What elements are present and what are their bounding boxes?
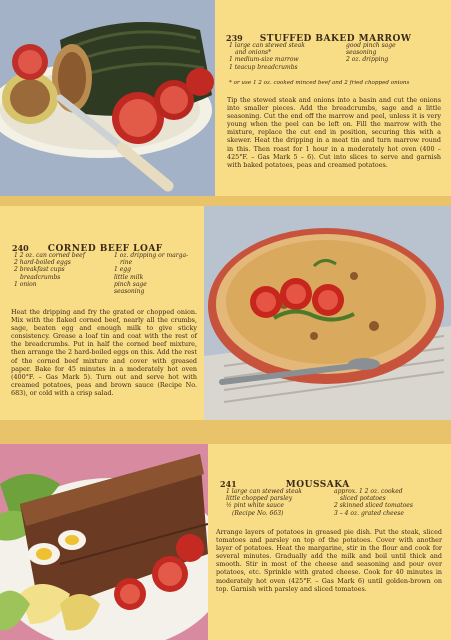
recipe-method: Arrange layers of potatoes in greased pie dish. Put the steak, sliced tomatoes and parsley on top of the potatoes. Cover with another layer of potatoes. Heat the margarine, stir in the flour and cook for several minutes. Gradually add the milk and boil until thick and smooth. Stir in most of the cheese and seasoning and pour over potatoes, etc. Sprinkle with grated cheese. Cook for 40 minutes in moderately hot oven (425°F. – Gas Mark 6) until golden-brown on top. Garnish with parsley and sliced tomatoes. — [216, 528, 442, 593]
recipe-240-panel — [0, 206, 204, 420]
moussaka-photo — [0, 444, 208, 640]
ingredient: good pinch sage — [346, 42, 396, 49]
ingredient: breadcrumbs — [20, 273, 61, 281]
ingredient: little chopped parsley — [226, 495, 293, 503]
ingredient: seasoning — [114, 288, 145, 296]
baked-dish-illustration — [204, 206, 451, 420]
divider — [0, 420, 451, 444]
ingredient: 1 medium-size marrow — [229, 56, 299, 64]
ingredient: rine — [120, 259, 133, 267]
ingredients-left — [226, 488, 330, 517]
recipe-number: 239 — [226, 33, 243, 43]
ingredients-left — [14, 252, 110, 288]
recipe-method: Heat the dripping and fry the grated or chopped onion. Mix with the flaked corned beef, nearly all the crumbs, sage, beaten egg and enough milk to give sticky consistency. Grease a loaf tin and coat with the rest of the breadcrumbs. Put in half the corned beef mixture, then arrange the 2 hard-boiled eggs on this. Add the rest of the corned beef mixture and cover with greased paper. Bake for 45 minutes in a moderately hot oven (400°F. – Gas Mark 5). Turn out and serve hot with creamed potatoes, peas and brown sauce (Recipe No. 683), or cold with a crisp salad. — [11, 308, 197, 397]
ingredient: 1 large can stewed steak — [229, 42, 305, 49]
ingredient: and onions* — [235, 49, 272, 57]
stuffed-marrow-photo — [0, 0, 215, 196]
ingredient: sliced potatoes — [340, 495, 386, 503]
ingredient: 1 oz. dripping or marga- — [114, 252, 189, 259]
ingredient: 2 breakfast cups — [14, 266, 65, 274]
ingredient: 1 large can stewed steak — [226, 488, 302, 495]
ingredient: 1 egg — [114, 266, 131, 274]
ingredient: 3 – 4 oz. grated cheese — [334, 509, 404, 517]
recipe-method: Tip the stewed steak and onions into a basin and cut the onions into smaller pieces. Add the breadcrumbs, sage and a little seasoning. Cut the end off the marrow and peel, unless it is very young when the peel can be left on. Fill the marrow with the mixture, replace the cut end in position, securing this with a skewer. Heat the dripping in a meat tin and turn marrow round in this. Then roast for 1 hour in a moderately hot oven (400 – 425°F. – Gas Mark 5 – 6). Cut into slices to serve and garnish with baked potatoes, peas and creamed potatoes. — [227, 96, 441, 169]
ingredient: ½ pint white sauce — [226, 502, 284, 510]
recipe-title: CORNED BEEF LOAF — [47, 244, 163, 254]
ingredient: approx. 1 2 oz. cooked — [334, 488, 403, 495]
ingredient: 2 hard-boiled eggs — [14, 259, 71, 267]
ingredient: pinch sage — [114, 280, 147, 288]
ingredients-right — [346, 42, 444, 64]
recipe-title: STUFFED BAKED MARROW — [259, 34, 412, 44]
meat-loaf-illustration — [0, 444, 208, 640]
ingredients-left — [229, 42, 339, 71]
ingredient: 1 2 oz. can corned beef — [14, 252, 85, 259]
ingredient: 1 onion — [14, 280, 37, 288]
ingredients-right — [334, 488, 446, 517]
ingredients-right — [114, 252, 202, 295]
stuffed-marrow-illustration — [0, 0, 215, 196]
recipe-number: 240 — [12, 243, 29, 253]
ingredient: little milk — [114, 273, 144, 281]
corned-beef-loaf-photo — [204, 206, 451, 420]
ingredient: 2 skinned sliced tomatoes — [334, 502, 413, 510]
recipe-number: 241 — [220, 479, 237, 489]
recipe-241-panel — [208, 444, 451, 640]
ingredient: 1 teacup breadcrumbs — [229, 63, 298, 71]
ingredient: seasoning — [346, 49, 377, 57]
recipe-note: * or use 1 2 oz. cooked minced beef and 2 fried chopped onions — [229, 80, 410, 86]
recipe-239-panel — [215, 0, 451, 196]
divider — [0, 196, 451, 206]
recipe-title: MOUSSAKA — [285, 480, 350, 490]
ingredient: 2 oz. dripping — [346, 56, 389, 64]
ingredient: (Recipe No. 663) — [232, 509, 284, 517]
